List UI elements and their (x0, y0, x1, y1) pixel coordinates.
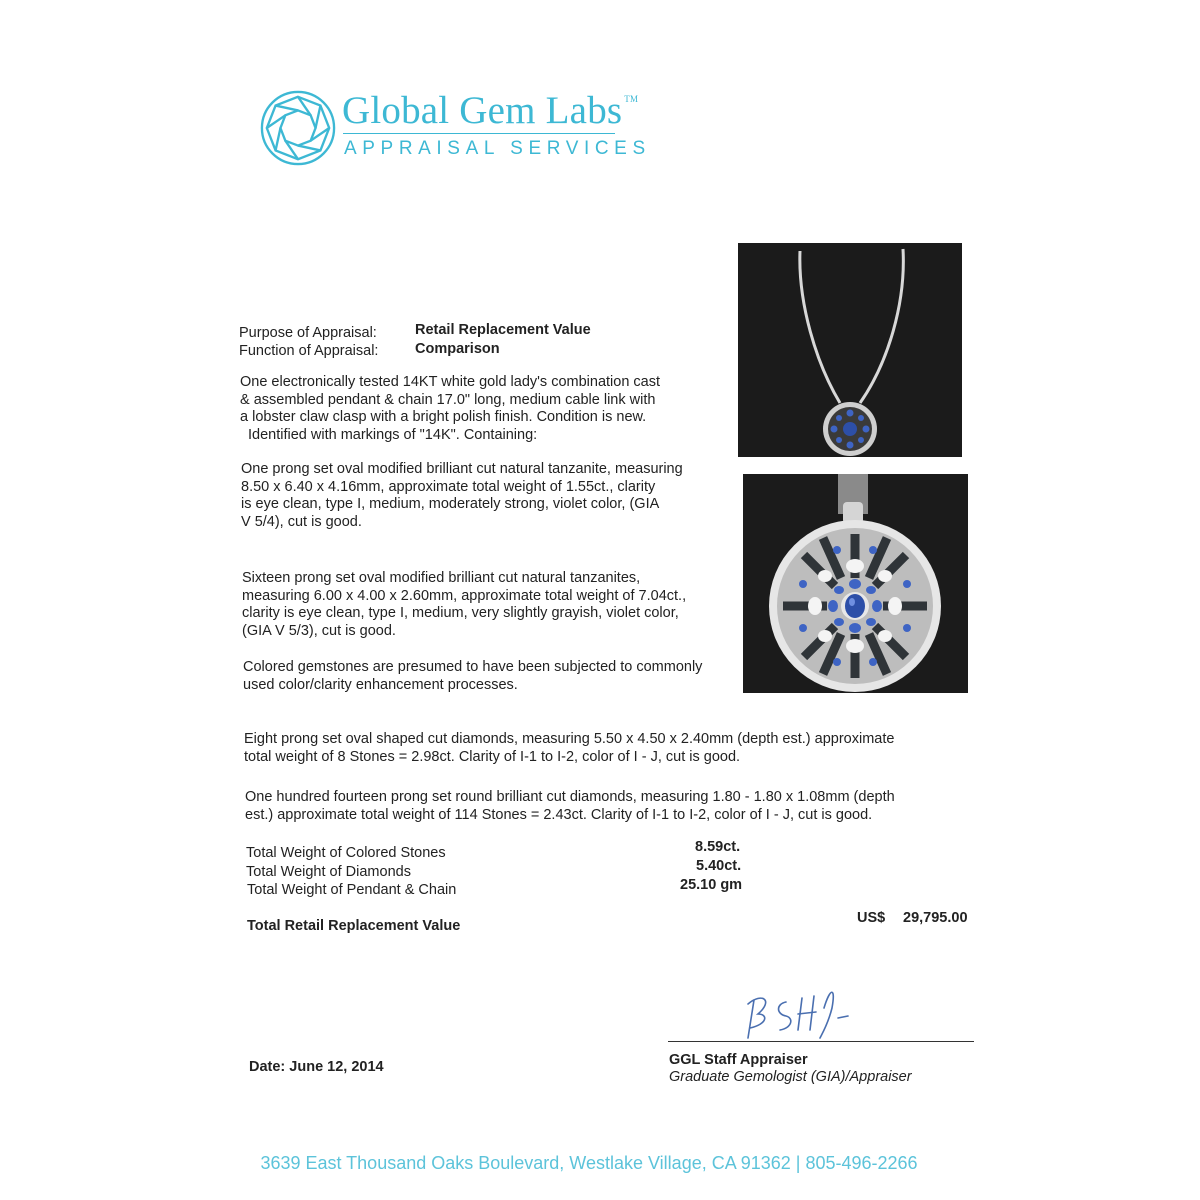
diamonds-weight-label: Total Weight of Diamonds (246, 864, 411, 880)
round-diamonds-description: One hundred fourteen prong set round brilliant cut diamonds, measuring 1.80 - 1.80 x 1.08mm (depth est.) approximate total weight of 114 Stones = 2.43ct. Clarity of I-1 to I-2, color of I - J, cut is good. (245, 789, 895, 823)
colored-stones-weight-label: Total Weight of Colored Stones (246, 845, 446, 861)
retail-value-currency: US$ (857, 910, 886, 926)
necklace-photo (738, 243, 962, 457)
brand-divider (343, 133, 615, 134)
purpose-value: Retail Replacement Value (415, 322, 591, 338)
retail-value-amount: 29,795.00 (903, 910, 968, 926)
center-tanzanite-description: One prong set oval modified brilliant cut natural tanzanite, measuring 8.50 x 6.40 x 4.16mm, approximate total weight of 1.55ct., clarity is eye clean, type I, medium, moderately strong, violet color, (GIA V 5/4), cut is good. (241, 461, 683, 530)
appraiser-title: GGL Staff Appraiser (669, 1052, 808, 1068)
appraiser-signature (738, 978, 858, 1044)
tanzanites-description: Sixteen prong set oval modified brilliant cut natural tanzanites, measuring 6.00 x 4.00 x 2.60mm, approximate total weight of 7.04ct., clarity is eye clean, type I, medium, very slightly grayish, violet color, (GIA V 5/3), cut is good. (242, 570, 687, 639)
diamonds-weight-value: 5.40ct. (696, 858, 742, 874)
pendant-weight-label: Total Weight of Pendant & Chain (247, 882, 457, 898)
function-value: Comparison (415, 341, 500, 357)
appraisal-date: Date: June 12, 2014 (249, 1059, 384, 1075)
brand-subtitle: APPRAISAL SERVICES (344, 138, 651, 159)
function-label: Function of Appraisal: (239, 343, 379, 359)
pendant-closeup-photo (743, 474, 968, 693)
signature-line (668, 1041, 974, 1042)
pendant-weight-value: 25.10 gm (680, 877, 743, 893)
trademark-mark: TM (624, 94, 639, 104)
company-address-footer: 3639 East Thousand Oaks Boulevard, Westlake Village, CA 91362 | 805-496-2266 (260, 1153, 918, 1173)
oval-diamonds-description: Eight prong set oval shaped cut diamonds, measuring 5.50 x 4.50 x 2.40mm (depth est.) approximate total weight of 8 Stones = 2.98ct. Clarity of I-1 to I-2, color of I - J, cut is good. (244, 731, 895, 765)
retail-value-label: Total Retail Replacement Value (247, 918, 461, 934)
colored-stones-weight-value: 8.59ct. (695, 839, 741, 855)
item-description: One electronically tested 14KT white gold lady's combination cast & assembled pendant & chain 17.0" long, medium cable link with a lobster claw clasp with a bright polish finish. Condition is new. Identified with markings of "14K". Containing: (240, 374, 661, 443)
brand-name: Global Gem Labs ™ (342, 89, 639, 132)
gem-logo-icon (259, 89, 337, 167)
appraiser-role: Graduate Gemologist (GIA)/Appraiser (669, 1069, 912, 1085)
purpose-label: Purpose of Appraisal: (239, 325, 377, 341)
enhancement-disclosure: Colored gemstones are presumed to have been subjected to commonly used color/clarity enhancement processes. (243, 659, 703, 693)
